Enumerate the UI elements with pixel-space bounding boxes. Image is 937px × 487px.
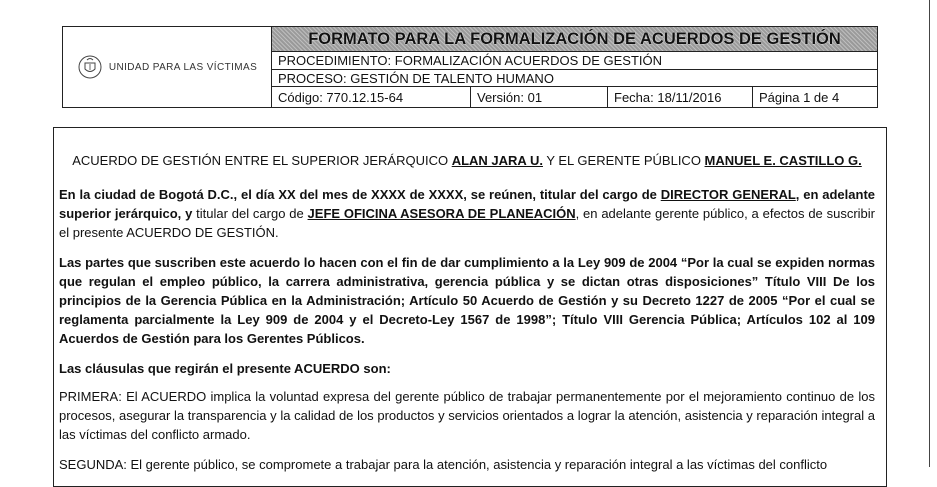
header-info: [272, 27, 877, 107]
coat-of-arms-icon: [77, 54, 103, 80]
logo-cell: [63, 27, 272, 107]
pagina-cell: Página 1 de 4: [759, 89, 840, 105]
p1-d: , en adelante gerente público, a efectos de suscribir el presente ACUERDO DE GESTIÓN.: [59, 206, 875, 240]
heading-prefix: ACUERDO DE GESTIÓN ENTRE EL SUPERIOR JERÁRQUICO: [72, 153, 452, 168]
gerente-name: MANUEL E. CASTILLO G.: [704, 153, 862, 168]
logo-text: UNIDAD PARA LAS VÍCTIMAS: [108, 61, 258, 73]
p1-c: titular del cargo de: [196, 206, 308, 221]
clause-segunda: SEGUNDA: El gerente público, se compromete a trabajar para la atención, asistencia y reparación integral a las víctimas del conflicto: [59, 457, 828, 472]
p1-a: En la ciudad de Bogotá D.C., el día XX del mes de XXXX de XXXX, se reúnen, titular del cargo de: [59, 187, 661, 202]
version-cell: Versión: 01: [471, 87, 608, 107]
superior-name: ALAN JARA U.: [451, 153, 543, 168]
meta-row: [272, 87, 877, 107]
heading-middle: Y EL GERENTE PÚBLICO: [542, 153, 705, 168]
p1-b: , en adelante superior jerárquico, y: [59, 187, 876, 221]
codigo-cell: Código: 770.12.15-64: [272, 87, 471, 107]
paragraph-clauses-intro: Las cláusulas que regirán el presente ACUERDO son:: [59, 361, 391, 376]
fecha-cell: Fecha: 18/11/2016: [608, 87, 753, 107]
page-edge: [929, 0, 930, 467]
document-body: [59, 151, 875, 485]
paragraph-legal-basis: Las partes que suscriben este acuerdo lo hacen con el fin de dar cumplimiento a la Ley 909 de 2004 “Por la cual se expiden normas que regulan el empleo público, la carrera administrativa, gerencia pública y se dictan otras disposiciones” Título VIII De los principios de la Gerencia Pública en la Administración; Artículo 50 Acuerdo de Gestión y su Decreto 1227 de 2005 “Por el cual se reglamenta parcialmente la Ley 909 de 2004 y el Decreto-Ley 1567 de 1998”; Título VIII Gerencia Pública; Artículos 102 al 109 Acuerdos de Gestión para los Gerentes Públicos.: [59, 255, 875, 346]
proceso-row: PROCESO: GESTIÓN DE TALENTO HUMANO: [272, 70, 877, 88]
format-title: FORMATO PARA LA FORMALIZACIÓN DE ACUERDOS DE GESTIÓN: [272, 27, 877, 52]
agreement-heading: [59, 151, 875, 170]
document-header: [62, 26, 878, 108]
clause-primera: PRIMERA: El ACUERDO implica la voluntad expresa del gerente público de trabajar permanentemente por el mejoramiento continuo de los procesos, asegurar la transparencia y la calidad de los productos y servicios orientados a lograr la atención, asistencia y reparación integral a las víctimas del conflicto armado.: [59, 389, 875, 442]
cargo-superior: DIRECTOR GENERAL: [660, 187, 796, 202]
cargo-gerente: JEFE OFICINA ASESORA DE PLANEACIÓN: [307, 206, 576, 221]
paragraph-parties: [59, 185, 875, 242]
procedimiento-row: PROCEDIMIENTO: FORMALIZACIÓN ACUERDOS DE GESTIÓN: [272, 52, 877, 70]
